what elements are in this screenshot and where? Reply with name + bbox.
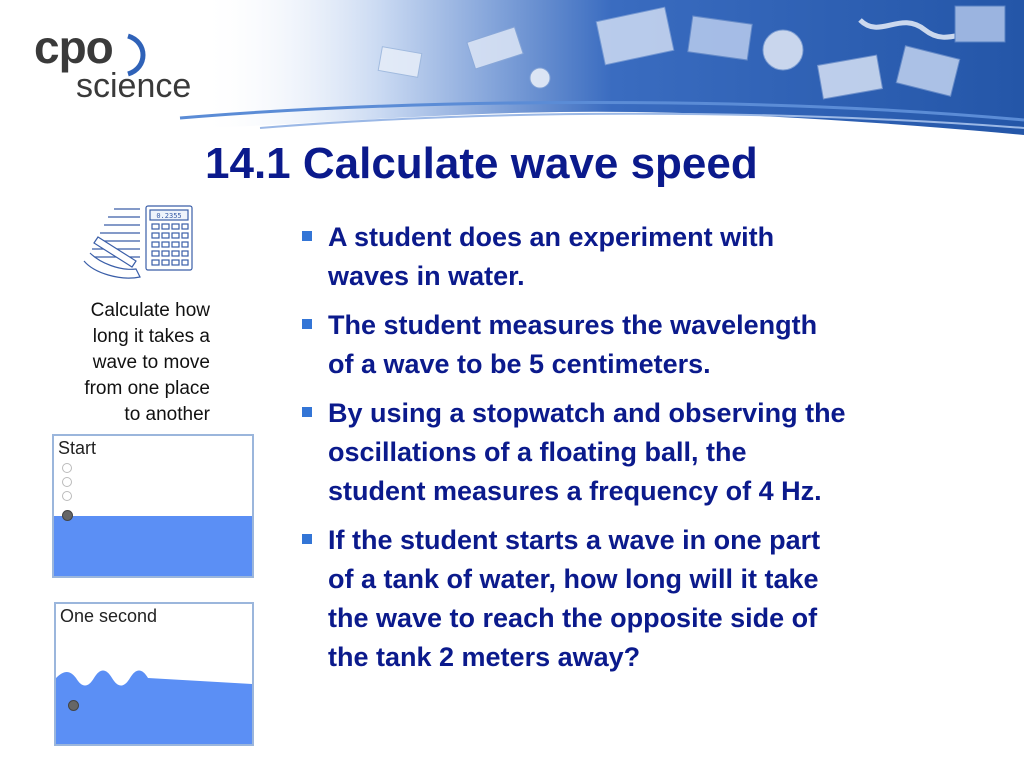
- floating-ball: [68, 700, 79, 711]
- tank-start-label: Start: [58, 438, 97, 458]
- bullet-text: If the student starts a wave in one part of a tank of water, how long will it take the wave to reach the opposite side of the tank 2 meters away?: [328, 525, 821, 672]
- floating-ball: [62, 510, 73, 521]
- square-bullet-icon: [302, 231, 312, 241]
- tank-one-second-label: One second: [60, 606, 158, 626]
- bullet-item: [300, 306, 1000, 384]
- calculator-display: 0.2355: [156, 212, 182, 220]
- calculator-pencil-icon: [80, 203, 200, 283]
- bullet-text: The student measures the wavelength of a wave to be 5 centimeters.: [328, 310, 818, 379]
- ball-ghost-position: [62, 491, 72, 501]
- slide-title: 14.1 Calculate wave speed: [205, 139, 758, 188]
- ball-ghost-position: [62, 477, 72, 487]
- square-bullet-icon: [302, 534, 312, 544]
- bullet-item: [300, 521, 1000, 677]
- tank-start-water: [54, 516, 252, 576]
- square-bullet-icon: [302, 319, 312, 329]
- bullet-text: By using a stopwatch and observing the oscillations of a floating ball, the student measures a frequency of 4 Hz.: [328, 398, 846, 506]
- logo-cpo-text: cpo: [34, 21, 113, 73]
- bullet-item: [300, 218, 1000, 296]
- bullet-text: A student does an experiment with waves in water.: [328, 222, 775, 291]
- bullet-item: [300, 394, 1000, 511]
- square-bullet-icon: [302, 407, 312, 417]
- logo-science-text: science: [76, 67, 192, 105]
- tank-one-second-diagram: [54, 602, 254, 746]
- ball-ghost-position: [62, 463, 72, 473]
- tank-start-diagram: [52, 434, 254, 578]
- bullet-list: [300, 218, 1000, 687]
- illustration-caption: Calculate how long it takes a wave to move from one place to another: [84, 300, 210, 425]
- wave-water: [56, 604, 252, 744]
